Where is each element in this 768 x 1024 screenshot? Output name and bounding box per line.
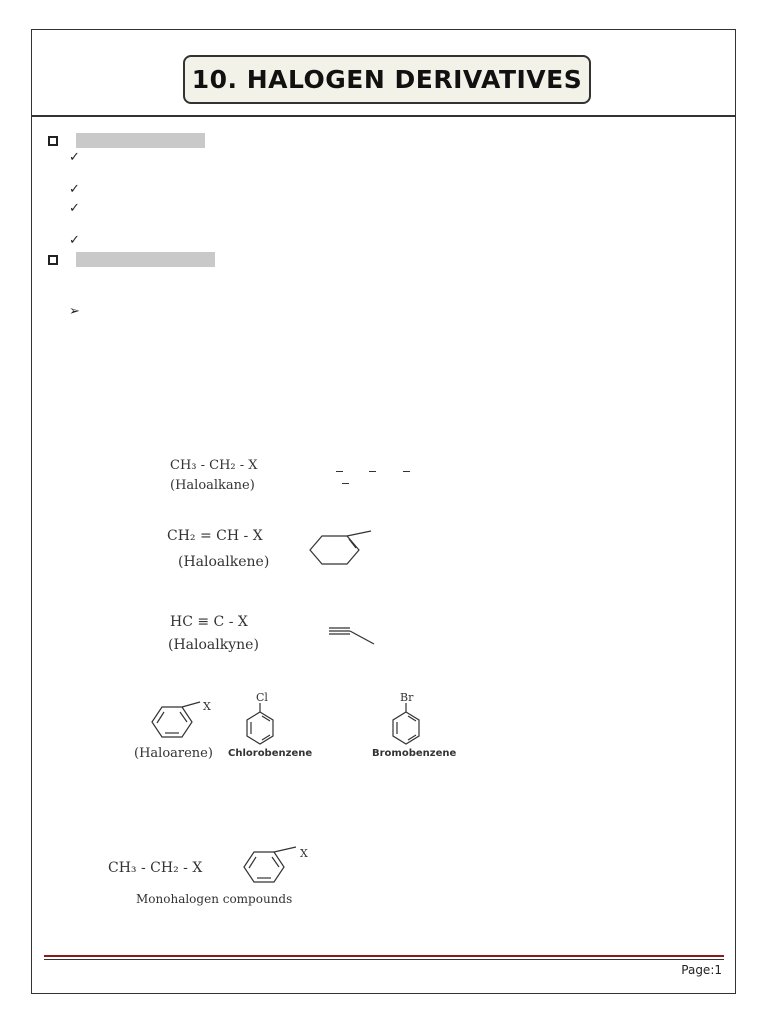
chlorobenzene-structure-icon (237, 690, 281, 748)
redacted-heading (76, 252, 215, 267)
square-bullet-icon (48, 255, 58, 265)
chlorobenzene-name: Chlorobenzene (228, 748, 313, 759)
page-border (31, 29, 736, 994)
monohalogen-formula: CH₃ - CH₂ - X (108, 860, 203, 876)
haloalkane-name: (Haloalkane) (170, 478, 255, 493)
haloalkene-formula: CH₂ = CH - X (167, 528, 263, 544)
haloarene-substituent: X (203, 700, 211, 713)
checkmark-icon: ✓ (69, 233, 80, 248)
page-title: 10. HALOGEN DERIVATIVES (183, 55, 591, 104)
bromobenzene-name: Bromobenzene (372, 748, 457, 759)
dash-mark (403, 471, 410, 472)
haloalkyne-formula: HC ≡ C - X (170, 614, 248, 630)
dash-mark (336, 471, 343, 472)
redacted-heading (76, 133, 205, 148)
checkmark-icon: ✓ (69, 150, 80, 165)
haloalkane-formula: CH₃ - CH₂ - X (170, 458, 258, 473)
arrow-bullet-icon: ➢ (69, 304, 80, 319)
bromobenzene-structure-icon (385, 690, 429, 748)
footer-divider (44, 959, 724, 960)
header-divider (32, 115, 735, 117)
haloarene-name: (Haloarene) (134, 746, 213, 761)
page-number: Page:1 (681, 963, 722, 977)
dash-mark (369, 471, 376, 472)
checkmark-icon: ✓ (69, 201, 80, 216)
monohalogen-benzene-structure-icon (240, 845, 320, 891)
chlorobenzene-substituent: Cl (256, 691, 268, 704)
square-bullet-icon (48, 136, 58, 146)
checkmark-icon: ✓ (69, 182, 80, 197)
bromobenzene-substituent: Br (400, 691, 414, 704)
propyne-structure-icon (328, 622, 378, 648)
haloarene-structure-icon (148, 700, 218, 750)
footer-divider-red (44, 955, 724, 957)
haloalkyne-name: (Haloalkyne) (168, 637, 259, 653)
cyclohexene-structure-icon (305, 528, 375, 572)
monohalogen-substituent: X (300, 847, 308, 860)
dash-mark (342, 483, 349, 484)
monohalogen-caption: Monohalogen compounds (136, 892, 293, 906)
haloalkene-name: (Haloalkene) (178, 554, 270, 570)
